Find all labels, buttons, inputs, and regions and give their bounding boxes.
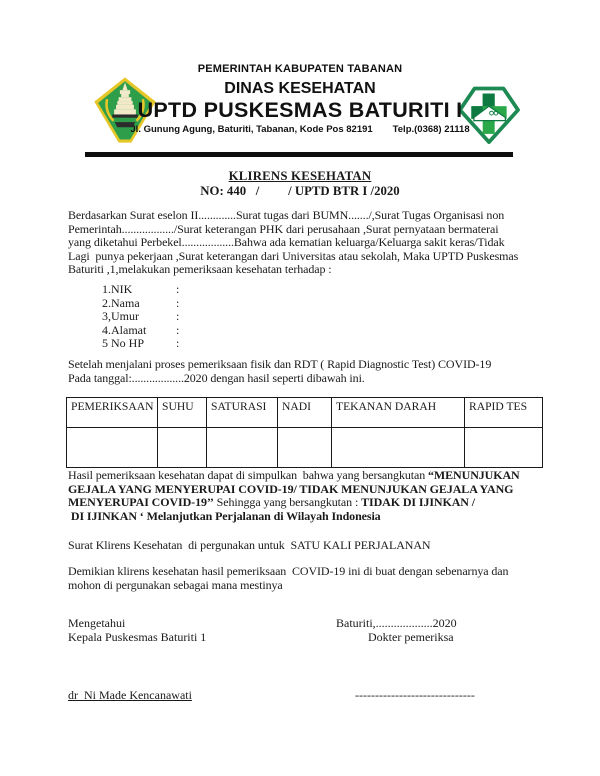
field-label: 2.Nama	[102, 295, 140, 310]
usage-statement: Surat Klirens Kesehatan di pergunakan untuk SATU KALI PERJALANAN	[68, 538, 431, 552]
signature-left-title: Mengetahui	[68, 616, 126, 630]
doctor-name: dr Ni Made Kencanawati	[68, 688, 192, 702]
document-title-block	[0, 169, 600, 199]
conclusion-bold-text: MENYERUPAI COVID-19’’	[68, 495, 214, 509]
conclusion-paragraph	[68, 469, 554, 523]
col-saturasi: SATURASI	[207, 398, 278, 428]
conclusion-line: GEJALA YANG MENYERUPAI COVID-19/ TIDAK MENUNJUKAN GEJALA YANG	[68, 481, 514, 496]
field-colon: :	[176, 309, 180, 324]
letterhead-dept: PEMERINTAH KABUPATEN TABANAN	[197, 63, 403, 75]
col-pemeriksaan: PEMERIKSAAN	[67, 398, 158, 428]
field-umur	[102, 310, 179, 324]
signature-row-names	[68, 688, 546, 703]
letterhead-address-line	[0, 123, 600, 136]
cell-nadi	[278, 428, 332, 468]
signature-right-role: Dokter pemeriksa	[368, 629, 454, 644]
exam-results-table	[66, 397, 543, 468]
cell-tekanan-darah	[332, 428, 465, 468]
intro-line: yang diketahui Perbekel..................Bahwa ada kematian keluarga/Keluarga sakit keras/Tidak	[68, 235, 505, 249]
field-colon: :	[176, 336, 180, 351]
cell-suhu	[158, 428, 207, 468]
exam-line: Pada tanggal:..................2020 dengan hasil seperti dibawah ini.	[68, 370, 365, 385]
cell-saturasi	[207, 428, 278, 468]
field-label: 5 No HP	[102, 336, 145, 351]
letterhead-agency: DINAS KESEHATAN	[224, 80, 376, 97]
signature-dash-line: ------------------------------	[355, 688, 475, 702]
letterhead-divider	[85, 152, 513, 157]
field-colon: :	[176, 295, 180, 310]
cell-pemeriksaan	[67, 428, 158, 468]
closing-line: Demikian klirens kesehatan hasil pemeriksaan COVID-19 ini di buat dengan sebenarnya dan	[68, 564, 509, 578]
signature-row-role	[68, 631, 546, 645]
signature-row-top	[68, 617, 546, 631]
col-nadi: NADI	[278, 398, 332, 428]
letterhead-address: Jl. Gunung Agung, Baturiti, Tabanan, Kode Pos 82191	[130, 124, 373, 135]
field-label: 4.Alamat	[102, 322, 147, 337]
intro-paragraph	[68, 209, 548, 277]
letterhead-phone: Telp.(0368) 21118	[392, 124, 470, 135]
exam-paragraph	[68, 358, 548, 385]
document-title: KLIRENS KESEHATAN	[228, 169, 372, 183]
conclusion-line	[68, 469, 554, 483]
field-nik	[102, 283, 179, 297]
field-colon: :	[176, 282, 180, 296]
field-nohp	[102, 337, 179, 351]
exam-line: Setelah menjalani proses pemeriksaan fisik dan RDT ( Rapid Diagnostic Test) COVID-19	[68, 357, 492, 371]
table-row	[67, 428, 543, 468]
intro-line: Pemerintah................../Surat keterangan PHK dari perusahaan ,Surat pernyataan bermaterai	[68, 221, 499, 236]
conclusion-line: DI IJINKAN ‘ Melanjutkan Perjalanan di Wilayah Indonesia	[68, 508, 381, 523]
field-colon: :	[176, 322, 180, 337]
conclusion-text: Sehingga yang bersangkutan :	[213, 495, 362, 509]
closing-line: mohon di pergunakan sebagai mana mestinya	[68, 577, 283, 592]
cell-rapid-tes	[465, 428, 543, 468]
field-label: 1.NIK	[102, 282, 133, 296]
field-label: 3,Umur	[102, 309, 139, 324]
document-number: NO: 440 / / UPTD BTR I /2020	[200, 184, 400, 198]
signature-left-role: Kepala Puskesmas Baturiti 1	[68, 629, 207, 644]
closing-paragraph	[68, 565, 508, 592]
signature-right-place-date: Baturiti,...................2020	[336, 616, 457, 630]
field-alamat	[102, 324, 179, 338]
conclusion-text: Hasil pemeriksaan kesehatan dapat di simpulkan bahwa yang bersangkutan	[68, 468, 429, 482]
field-nama	[102, 297, 179, 311]
identity-fields	[102, 283, 179, 351]
conclusion-bold-text: “MENUNJUKAN	[428, 468, 520, 482]
letterhead-office: UPTD PUSKESMAS BATURITI I	[137, 98, 463, 122]
conclusion-bold-text: TIDAK DI IJINKAN /	[361, 495, 475, 509]
intro-line: Berdasarkan Surat eselon II.............Surat tugas dari BUMN......./,Surat Tugas Organisasi non	[68, 208, 505, 222]
col-suhu: SUHU	[158, 398, 207, 428]
conclusion-line	[68, 496, 554, 510]
letterhead	[0, 62, 600, 136]
intro-line: Baturiti ,1,melakukan pemeriksaan kesehatan terhadap :	[68, 262, 332, 276]
col-rapid-tes: RAPID TES	[465, 398, 543, 428]
col-tekanan-darah: TEKANAN DARAH	[332, 398, 465, 428]
intro-line: Lagi punya pekerjaan ,Surat keterangan dari Universitas atau sekolah, Maka UPTD Puskesmas	[68, 248, 519, 263]
table-header-row	[67, 398, 543, 428]
